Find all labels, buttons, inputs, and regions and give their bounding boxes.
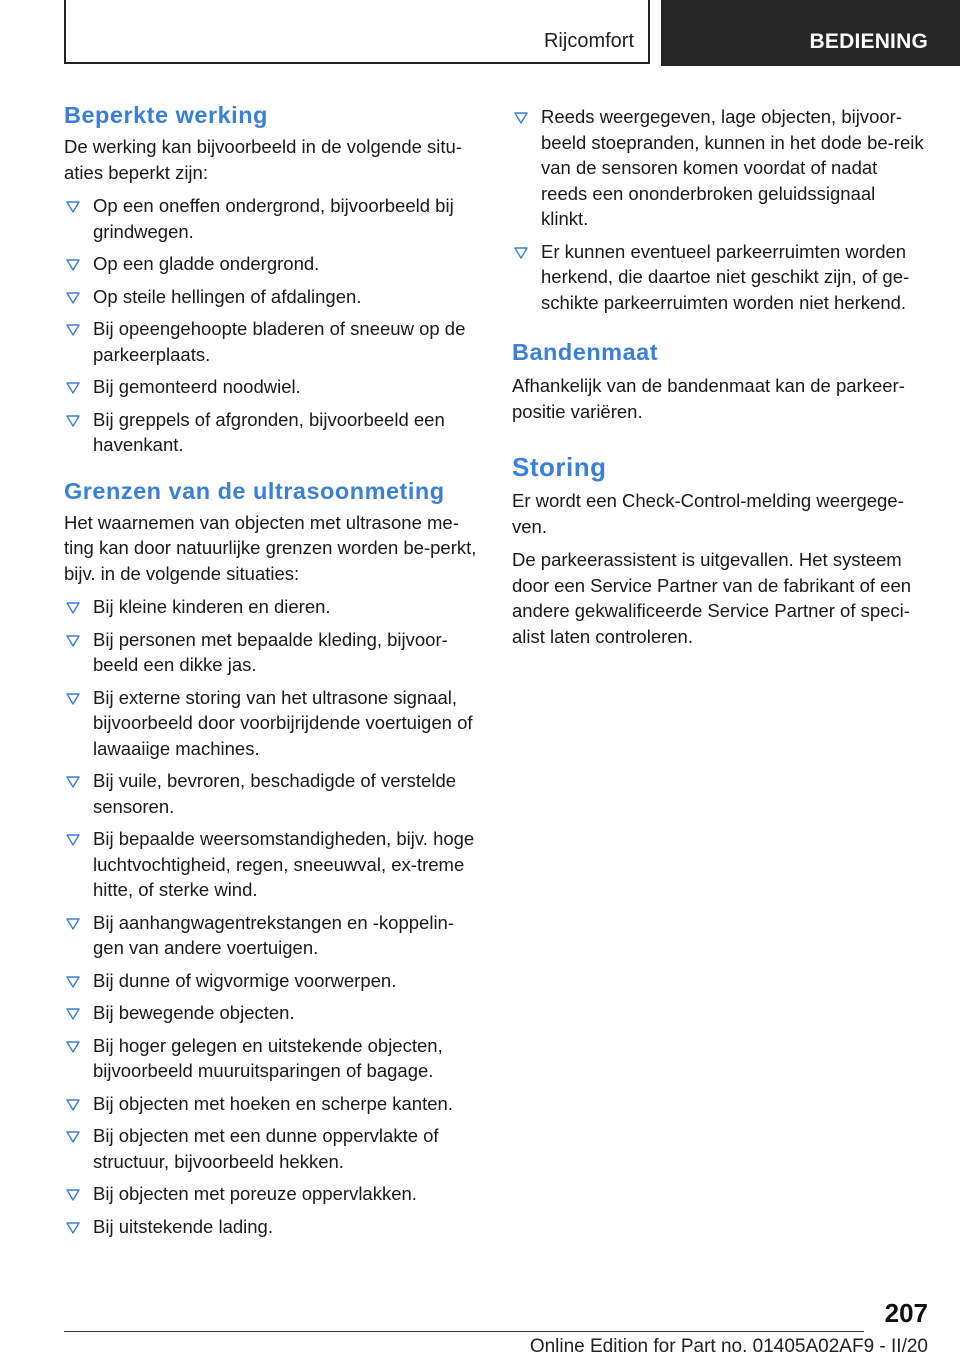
heading-beperkte-werking: Beperkte werking <box>64 102 268 128</box>
triangle-bullet-icon <box>64 316 82 341</box>
list-item <box>64 1000 478 1026</box>
triangle-bullet-icon <box>64 251 82 276</box>
left-column <box>64 100 478 1257</box>
list-item <box>64 968 478 994</box>
triangle-bullet-icon <box>64 627 82 652</box>
section-continued <box>512 104 926 315</box>
intro-grenzen: Het waarnemen van objecten met ultrasone me-ting kan door natuurlijke grenzen worden be-perkt, bijv. in de volgende situaties: <box>64 511 477 584</box>
list-item-text: Bij uitstekende lading. <box>93 1215 273 1237</box>
triangle-bullet-icon <box>64 968 82 993</box>
chapter-tab <box>661 0 960 66</box>
list-item-text: Bij objecten met hoeken en scherpe kanten. <box>93 1092 453 1114</box>
list-grenzen <box>64 594 478 1239</box>
list-item-text: Bij bewegende objecten. <box>93 1002 295 1023</box>
list-item <box>64 407 478 458</box>
list-beperkte-werking <box>64 193 478 458</box>
triangle-bullet-icon <box>64 1123 82 1148</box>
list-item-text: Bij kleine kinderen en dieren. <box>93 596 331 617</box>
list-item <box>64 685 478 762</box>
list-item-text: Bij vuile, bevroren, beschadigde of verstelde sensoren. <box>93 770 457 817</box>
section-storing <box>512 450 926 649</box>
list-item-text: Op steile hellingen of afdalingen. <box>93 285 362 307</box>
list-item <box>64 316 478 367</box>
list-item-text: Bij gemonteerd noodwiel. <box>93 376 301 397</box>
text-bandenmaat: Afhankelijk van de bandenmaat kan de parkeer-positie variëren. <box>512 375 905 422</box>
triangle-bullet-icon <box>64 1033 82 1058</box>
list-item-text: Bij opeengehoopte bladeren of sneeuw op de parkeerplaats. <box>93 318 466 365</box>
page-number: 207 <box>884 1298 928 1328</box>
right-column <box>512 100 926 667</box>
list-item <box>64 627 478 678</box>
heading-grenzen: Grenzen van de ultrasoonmeting <box>64 477 445 504</box>
list-item-text: Bij bepaalde weersomstandigheden, bijv. hoge luchtvochtigheid, regen, sneeuwval, ex-treme hitte, of sterke wind. <box>93 828 475 900</box>
list-item-text: Bij dunne of wigvormige voorwerpen. <box>93 969 397 991</box>
list-item <box>64 284 478 310</box>
triangle-bullet-icon <box>512 104 530 129</box>
list-item <box>64 251 478 277</box>
list-item <box>64 1181 478 1207</box>
list-item-text: Bij objecten met een dunne oppervlakte of structuur, bijvoorbeeld hekken. <box>93 1125 439 1172</box>
chapter-title: BEDIENING <box>809 30 928 53</box>
triangle-bullet-icon <box>64 407 82 432</box>
section-bandenmaat <box>512 337 926 424</box>
header-section-box <box>64 0 650 64</box>
list-item <box>64 374 478 400</box>
triangle-bullet-icon <box>512 239 530 264</box>
triangle-bullet-icon <box>64 284 82 309</box>
list-item <box>64 193 478 244</box>
list-item-text: Bij aanhangwagentrekstangen en -koppelin-gen van andere voertuigen. <box>93 911 455 958</box>
list-item <box>64 910 478 961</box>
footer-divider <box>64 1331 864 1332</box>
list-item-text: Bij greppels of afgronden, bijvoorbeeld een havenkant. <box>93 408 445 455</box>
list-item <box>512 239 926 316</box>
triangle-bullet-icon <box>64 193 82 218</box>
list-item <box>64 1123 478 1174</box>
text-storing-1: Er wordt een Check-Control-melding weergege-ven. <box>512 490 904 537</box>
triangle-bullet-icon <box>64 685 82 710</box>
section-title: Rijcomfort <box>543 30 634 52</box>
list-item-text: Bij objecten met poreuze oppervlakken. <box>93 1183 417 1204</box>
triangle-bullet-icon <box>64 374 82 399</box>
text-storing-2: De parkeerassistent is uitgevallen. Het systeem door een Service Partner van de fabrikant of een andere gekwalificeerde Service Partner of speci-alist laten controleren. <box>512 549 912 647</box>
list-continued <box>512 104 926 315</box>
list-item <box>64 1033 478 1084</box>
section-grenzen <box>64 476 478 1240</box>
list-item <box>64 1091 478 1117</box>
list-item-text: Bij externe storing van het ultrasone signaal, bijvoorbeeld door voorbijrijdende voertuigen of lawaaiige machines. <box>93 686 473 759</box>
list-item <box>512 104 926 232</box>
list-item-text: Bij personen met bepaalde kleding, bijvoor-beeld een dikke jas. <box>93 628 448 675</box>
list-item <box>64 594 478 620</box>
list-item-text: Er kunnen eventueel parkeerruimten worden herkend, die daartoe niet geschikt zijn, of ge-schikte parkeerruimten worden niet herkend. <box>541 240 910 313</box>
heading-storing: Storing <box>512 452 607 482</box>
heading-bandenmaat: Bandenmaat <box>512 339 659 365</box>
list-item-text: Bij hoger gelegen en uitstekende objecten, bijvoorbeeld muuruitsparingen of bagage. <box>93 1034 443 1081</box>
intro-beperkte-werking: De werking kan bijvoorbeeld in de volgende situ-aties beperkt zijn: <box>64 136 462 183</box>
page-header <box>0 0 960 66</box>
list-item <box>64 1214 478 1240</box>
list-item <box>64 768 478 819</box>
list-item-text: Op een oneffen ondergrond, bijvoorbeeld bij grindwegen. <box>93 195 454 242</box>
list-item-text: Op een gladde ondergrond. <box>93 253 320 274</box>
section-beperkte-werking <box>64 100 478 458</box>
triangle-bullet-icon <box>64 1091 82 1116</box>
footer-edition: Online Edition for Part no. 01405A02AF9 - II/20 <box>529 1336 928 1357</box>
list-item <box>64 826 478 903</box>
triangle-bullet-icon <box>64 1000 82 1025</box>
triangle-bullet-icon <box>64 768 82 793</box>
list-item-text: Reeds weergegeven, lage objecten, bijvoor-beeld stoepranden, kunnen in het dode be-reik van de sensoren komen voordat of nadat reeds een ononderbroken geluidssignaal klinkt. <box>541 106 924 229</box>
triangle-bullet-icon <box>64 826 82 851</box>
triangle-bullet-icon <box>64 1214 82 1239</box>
triangle-bullet-icon <box>64 1181 82 1206</box>
triangle-bullet-icon <box>64 594 82 619</box>
triangle-bullet-icon <box>64 910 82 935</box>
